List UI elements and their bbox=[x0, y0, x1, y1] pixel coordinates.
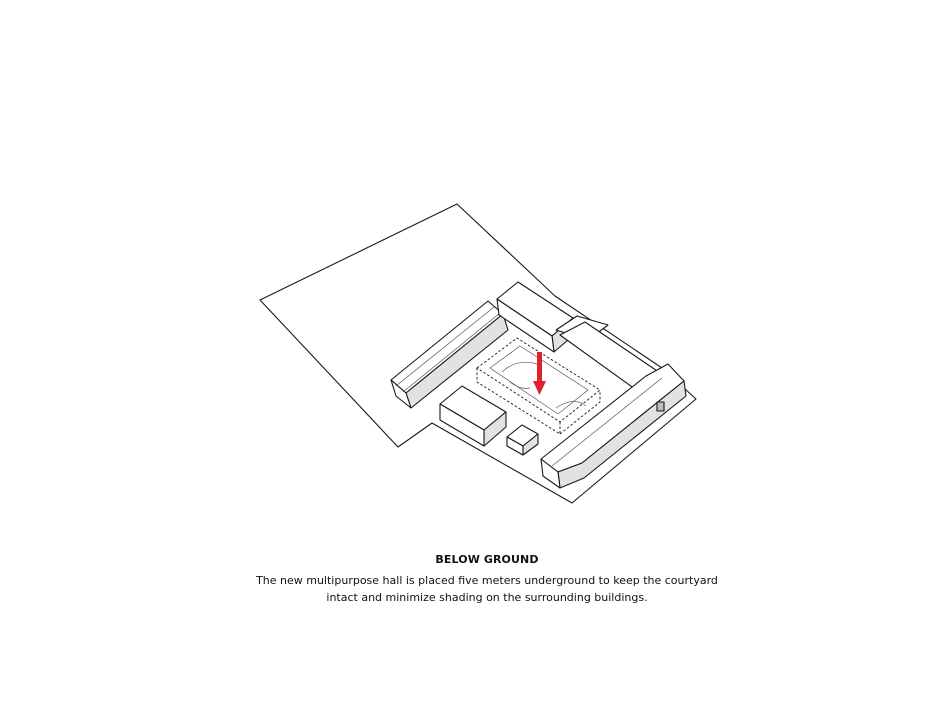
caption-body: The new multipurpose hall is placed five meters underground to keep the courtyard intact and minimize shading on the surrounding buildings. bbox=[256, 574, 718, 604]
caption-title: BELOW GROUND bbox=[435, 553, 539, 566]
